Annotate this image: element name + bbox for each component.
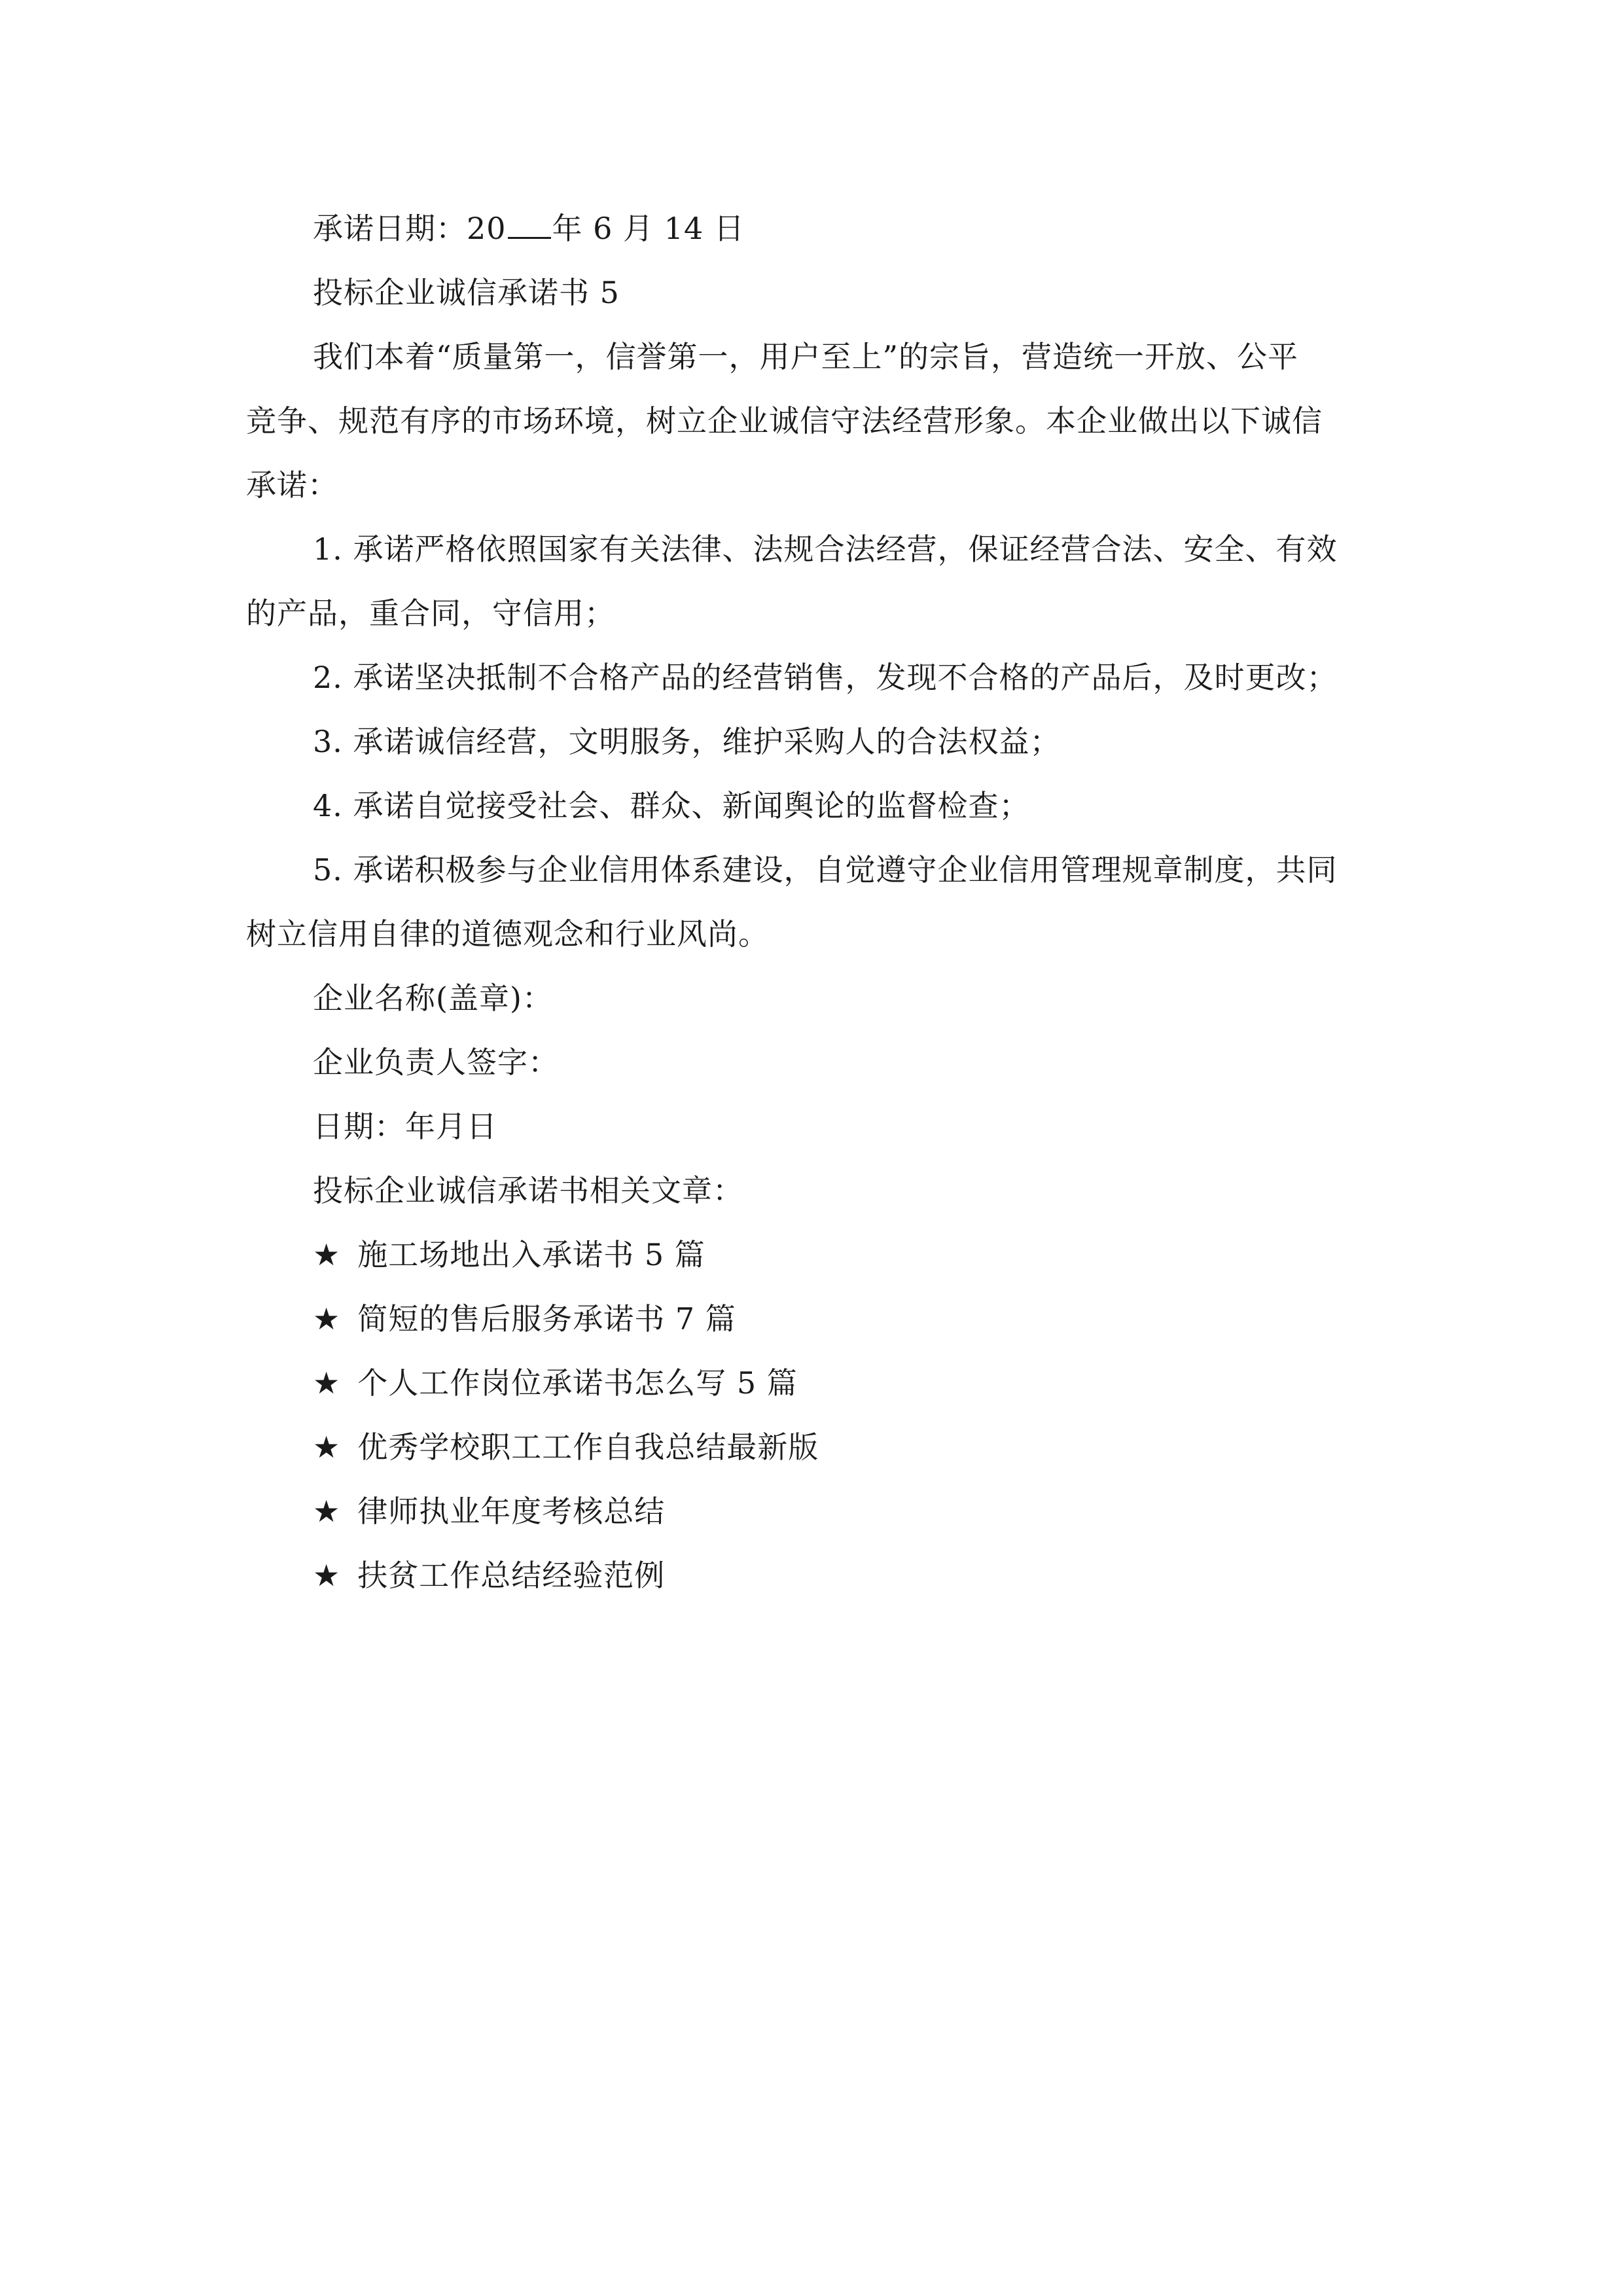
signatory-field: 企业负责人签字： [313,1045,559,1080]
item-2: 2. 承诺坚决抵制不合格产品的经营销售，发现不合格的产品后，及时更改； [313,660,1338,695]
item-4: 4. 承诺自觉接受社会、群众、新闻舆论的监督检查； [313,788,1030,823]
star-icon: ★ [313,1558,341,1593]
item-5-line-1: 5. 承诺积极参与企业信用体系建设，自觉遵守企业信用管理规章制度，共同 [313,852,1338,888]
date-suffix: 年 6 月 14 日 [552,211,745,246]
related-item[interactable] [246,1223,1378,1287]
related-item-label: 扶贫工作总结经验范例 [357,1558,666,1593]
document-page [246,196,1378,1607]
section-title: 投标企业诚信承诺书 5 [313,275,620,310]
related-item-label: 施工场地出入承诺书 5 篇 [357,1237,705,1272]
item-1-line-1: 1. 承诺严格依照国家有关法律、法规合法经营，保证经营合法、安全、有效 [313,531,1338,567]
item-3: 3. 承诺诚信经营，文明服务，维护采购人的合法权益； [313,724,1061,759]
related-item[interactable] [246,1351,1378,1415]
item-1-line-2: 的产品，重合同，守信用； [246,596,615,631]
intro-line-3: 承诺： [246,467,338,503]
star-icon: ★ [313,1237,341,1272]
intro-line-1: 我们本着“质量第一，信誉第一，用户至上”的宗旨，营造统一开放、公平 [313,339,1299,374]
star-icon: ★ [313,1301,341,1336]
star-icon: ★ [313,1429,341,1465]
related-item-label: 简短的售后服务承诺书 7 篇 [357,1301,736,1336]
company-name-field: 企业名称(盖章)： [313,980,553,1016]
commitment-date-line [246,196,1378,260]
star-icon: ★ [313,1494,341,1529]
related-item[interactable] [246,1415,1378,1479]
related-item-label: 优秀学校职工工作自我总结最新版 [357,1429,819,1465]
related-heading: 投标企业诚信承诺书相关文章： [313,1173,743,1208]
intro-line-2: 竞争、规范有序的市场环境，树立企业诚信守法经营形象。本企业做出以下诚信 [246,403,1323,439]
date-prefix: 承诺日期：20 [313,211,507,246]
related-item[interactable] [246,1543,1378,1607]
star-icon: ★ [313,1365,341,1401]
related-item-label: 个人工作岗位承诺书怎么写 5 篇 [357,1365,798,1401]
date-blank-underline [508,211,551,239]
date-field: 日期：年月日 [313,1109,497,1144]
related-item-label: 律师执业年度考核总结 [357,1494,666,1529]
related-item[interactable] [246,1287,1378,1351]
item-5-line-2: 树立信用自律的道德观念和行业风尚。 [246,916,769,952]
related-item[interactable] [246,1479,1378,1543]
